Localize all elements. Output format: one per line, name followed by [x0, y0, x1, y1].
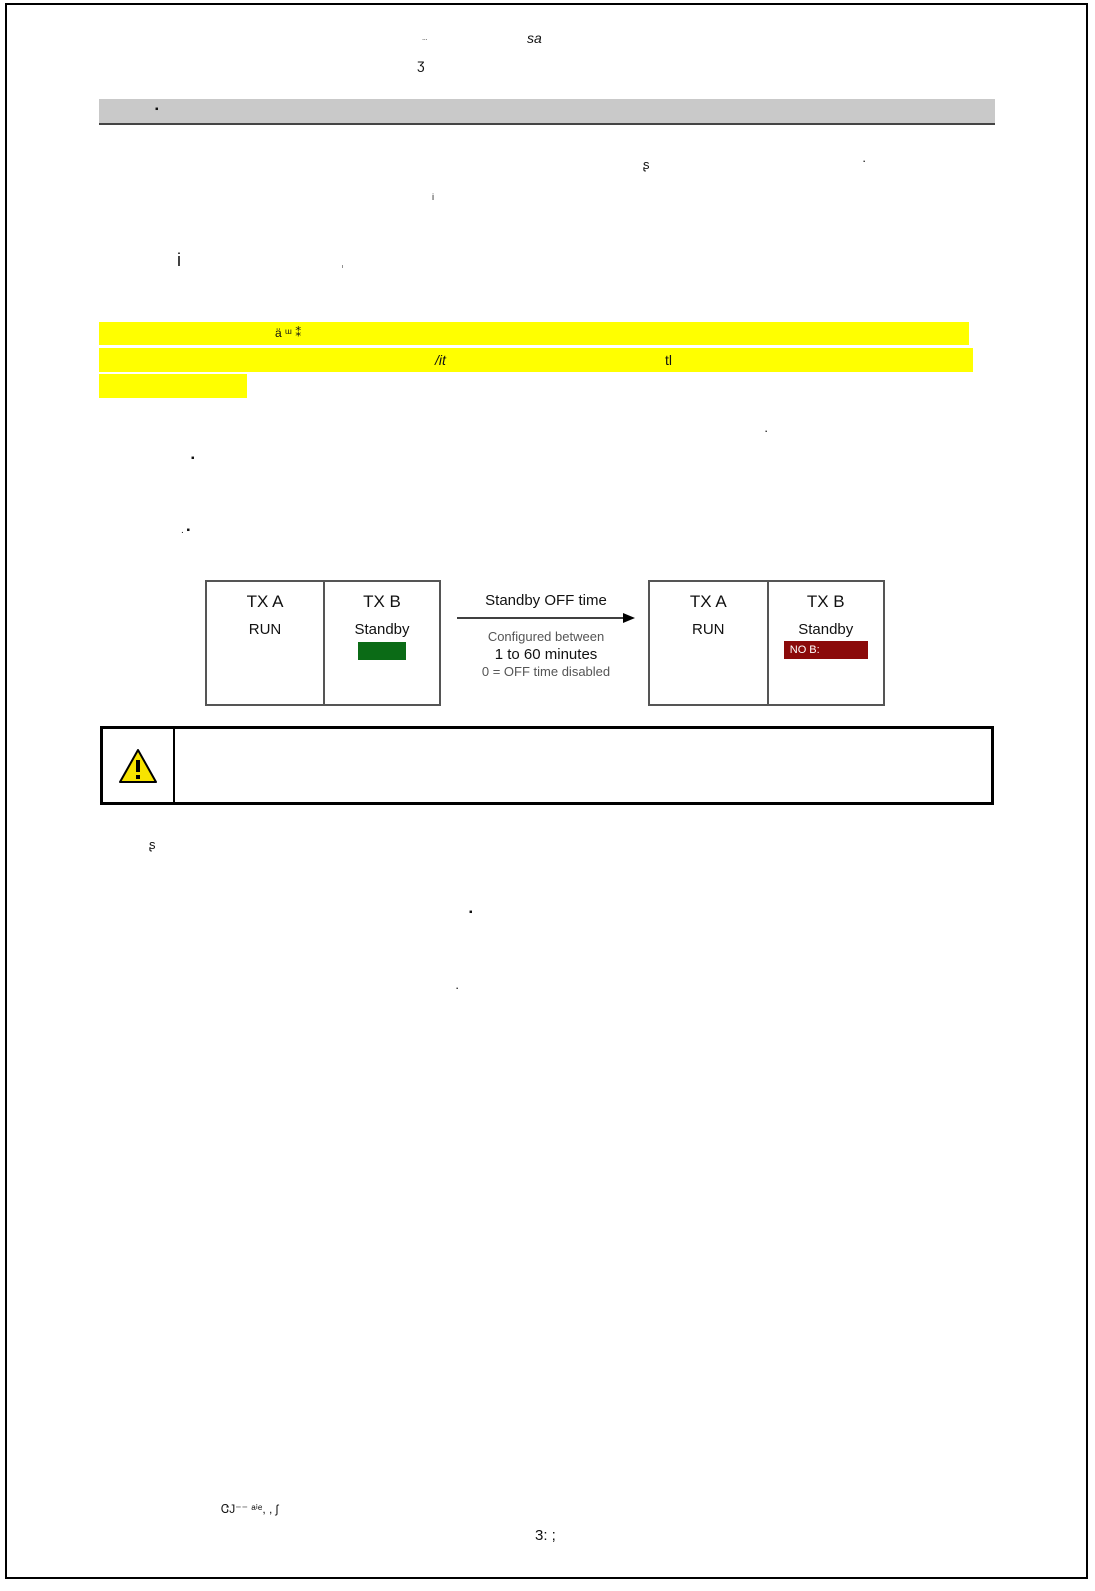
page-number: 3: ;: [535, 1527, 556, 1544]
highlight-text: /it: [435, 352, 446, 368]
highlighted-note-line: [99, 348, 973, 372]
tx-a-panel: [650, 582, 767, 704]
tx-pair-after: [648, 580, 885, 706]
transition-label: Standby OFF time: [485, 592, 607, 609]
body-text-fragment: ·: [455, 980, 460, 995]
tx-b-title: TX B: [363, 592, 401, 611]
header-fragment: sa: [527, 30, 542, 46]
header-fragment: ʒ: [417, 56, 425, 72]
tx-b-state: Standby: [354, 621, 410, 638]
body-text-fragment: ʂ: [149, 837, 156, 852]
standby-off-badge: NO B:: [784, 641, 868, 659]
body-text-fragment: ᶦ: [342, 263, 344, 272]
body-text-fragment: ▪: [191, 453, 195, 464]
transition-range: 1 to 60 minutes: [494, 646, 598, 663]
tx-a-panel: [207, 582, 323, 704]
body-text-fragment: ·: [764, 423, 769, 438]
tx-pair-before: [205, 580, 441, 706]
header-fragment: ᐧᐧᐧ: [422, 37, 428, 44]
footer-logo-text: ᏣJ⁻⁻ ᵃⁱᵉ, , ʃ: [221, 1502, 279, 1516]
warning-triangle-icon: [118, 748, 158, 784]
section-title: ▪: [155, 104, 159, 115]
warning-text: [175, 729, 991, 802]
highlighted-note-line: [99, 374, 247, 398]
standby-status-badge: [358, 642, 406, 660]
tx-b-title: TX B: [806, 592, 845, 611]
transition-note: 0 = OFF time disabled: [481, 664, 611, 679]
highlight-text: ä ᵚ ⁑: [275, 326, 302, 340]
section-header-bar: [99, 99, 995, 125]
body-text-fragment: . ▪: [181, 525, 191, 536]
document-page: [5, 3, 1088, 1579]
body-text-fragment: i: [177, 250, 181, 270]
standby-off-time-transition: [455, 580, 637, 679]
transition-note: Configured between: [487, 629, 605, 644]
tx-b-panel: [323, 582, 439, 704]
warning-box: [100, 726, 994, 805]
highlighted-note-line: [99, 322, 969, 345]
body-text-fragment: ·: [862, 153, 867, 168]
tx-a-state: RUN: [692, 621, 725, 638]
body-text-fragment: ʂ: [643, 157, 650, 172]
body-text-fragment: ᵢ: [432, 187, 435, 202]
tx-a-state: RUN: [248, 621, 282, 638]
right-arrow-icon: [455, 611, 637, 625]
body-text-fragment: ▪: [469, 907, 473, 918]
tx-a-title: TX A: [689, 592, 727, 611]
highlight-text: tl: [665, 352, 672, 368]
tx-b-state: Standby: [798, 621, 854, 638]
standby-off-time-diagram: [205, 580, 887, 708]
tx-b-panel: [767, 582, 884, 704]
tx-a-title: TX A: [246, 592, 284, 611]
